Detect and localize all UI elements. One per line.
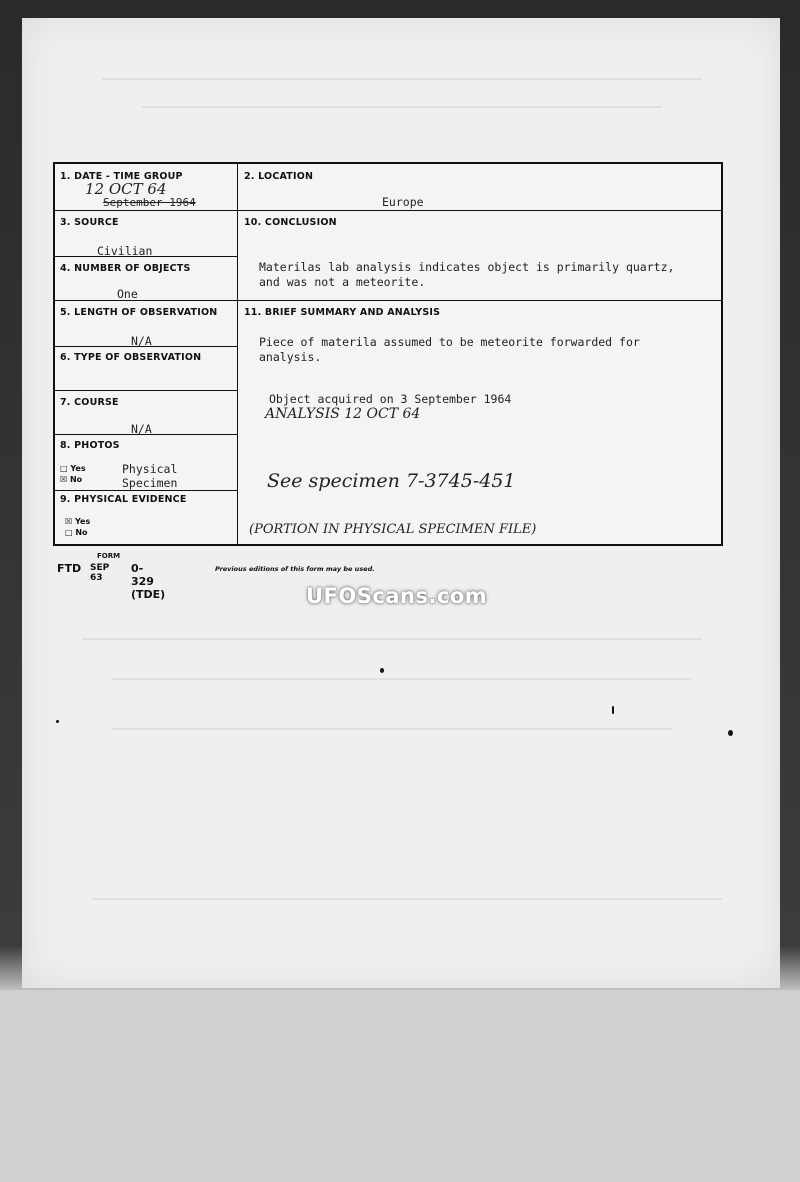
conclusion-label: 10. CONCLUSION [244,217,337,228]
watermark: UFOScans.com [306,584,488,608]
lower-paper-strip [0,990,800,1182]
portion-note-handwritten: (PORTION IN PHYSICAL SPECIMEN FILE) [249,522,537,537]
photos-no-label: No [69,475,83,484]
summary-line-2: analysis. [259,350,322,364]
bleed-through-line [92,898,722,900]
number-of-objects-label: 4. NUMBER OF OBJECTS [60,263,191,274]
form-code: FTD [57,562,82,575]
checked-box-icon: ☒ [60,475,68,484]
location-label: 2. LOCATION [244,171,314,182]
brief-summary-label: 11. BRIEF SUMMARY AND ANALYSIS [244,307,441,318]
checked-box-icon: ☒ [65,517,73,526]
number-of-objects-value: One [117,287,138,301]
dust-speck [612,706,614,714]
summary-line-1: Piece of materila assumed to be meteorite forwarded for [259,335,640,349]
conclusion-line-2: and was not a meteorite. [259,275,426,289]
course-value: N/A [131,422,152,436]
row-divider [55,210,721,211]
row-divider [55,390,237,391]
length-of-observation-label: 5. LENGTH OF OBSERVATION [60,307,218,318]
checkbox-icon: □ [60,464,68,473]
date-struck-through: September 1964 [103,196,196,209]
ufo-report-form [53,162,723,546]
checkbox-icon: □ [65,528,73,537]
source-label: 3. SOURCE [60,217,119,228]
physical-evidence-label: 9. PHYSICAL EVIDENCE [60,494,187,505]
form-word: FORM [97,552,121,560]
row-divider [55,490,237,491]
bleed-through-line [112,728,672,730]
row-divider [55,300,721,301]
photos-note-1: Physical [122,462,178,476]
dust-speck [728,730,733,736]
photos-note-2: Specimen [122,476,178,490]
photos-label: 8. PHOTOS [60,440,120,451]
type-of-observation-label: 6. TYPE OF OBSERVATION [60,352,202,363]
length-of-observation-value: N/A [131,334,152,348]
physical-evidence-yes-label: Yes [74,517,91,526]
form-number: 0-329 (TDE) [131,562,166,601]
column-divider [237,164,238,544]
physical-evidence-no-label: No [75,528,88,537]
photos-no-option [60,475,82,484]
photos-yes-option [60,464,86,473]
form-edition-note: Previous editions of this form may be used. [215,565,375,573]
location-value: Europe [382,195,424,209]
physical-evidence-yes-option [65,517,90,526]
specimen-number-handwritten: See specimen 7-3745-451 [267,470,516,492]
date-time-group-label: 1. DATE - TIME GROUP [60,171,183,182]
bleed-through-line [102,78,702,80]
conclusion-line-1: Materilas lab analysis indicates object is primarily quartz, [259,260,675,274]
course-label: 7. COURSE [60,397,119,408]
form-date: SEP 63 [90,563,110,583]
dust-speck [380,668,384,673]
photos-yes-label: Yes [70,464,86,473]
bleed-through-line [142,106,662,108]
source-value: Civilian [97,244,153,258]
bleed-through-line [82,638,702,640]
acquired-date-text: Object acquired on 3 September 1964 [269,392,512,406]
physical-evidence-no-option [65,528,88,537]
dust-speck [56,720,59,723]
analysis-date-handwritten: ANALYSIS 12 OCT 64 [265,406,421,422]
date-handwritten: 12 OCT 64 [85,180,167,198]
bleed-through-line [112,678,692,680]
